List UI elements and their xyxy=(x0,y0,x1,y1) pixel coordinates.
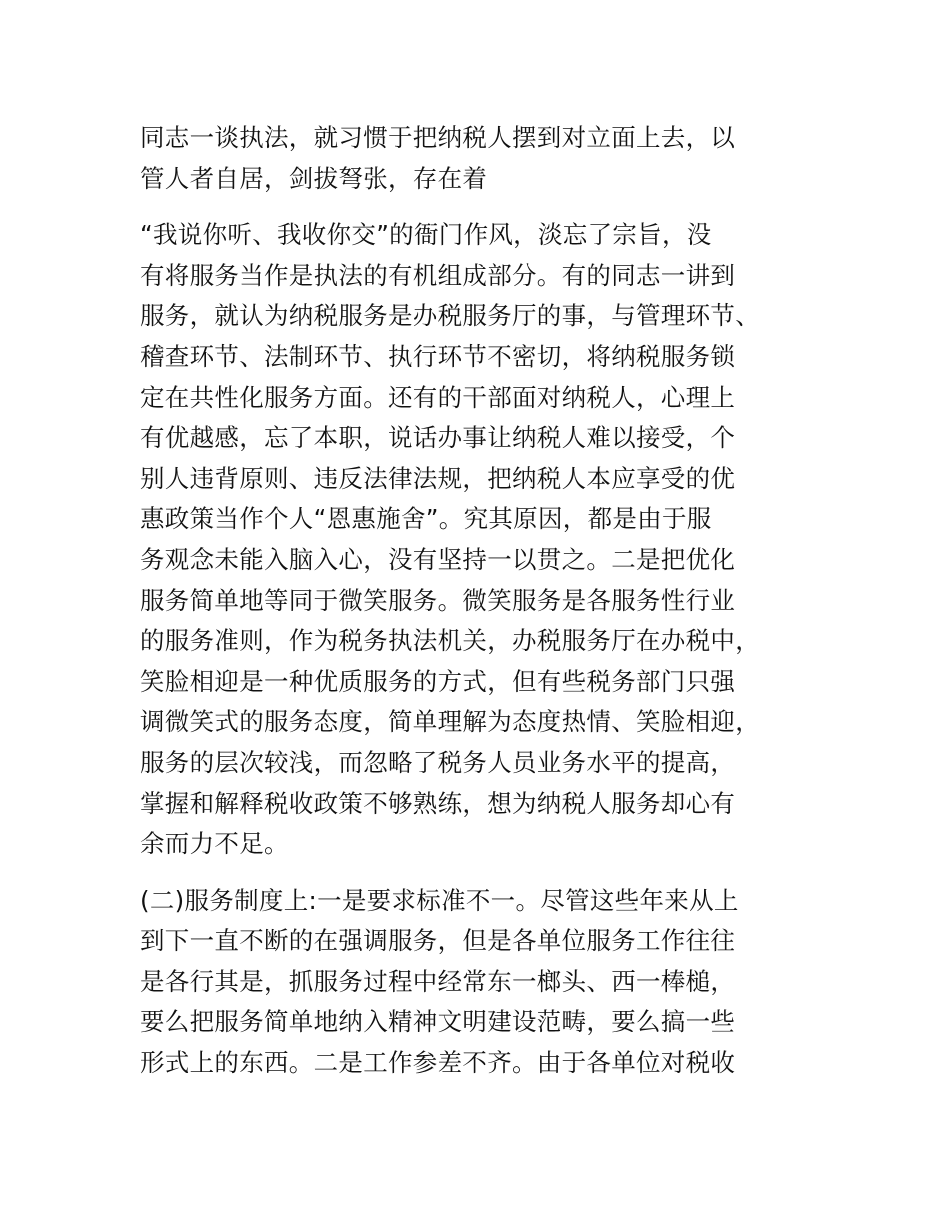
text-line: 定在共性化服务方面。还有的干部面对纳税人，心理上 xyxy=(140,382,736,412)
text-line: (二)服务制度上:一是要求标准不一。尽管这些年来从上 xyxy=(140,885,739,915)
text-line: 服务简单地等同于微笑服务。微笑服务是各服务性行业 xyxy=(140,585,736,615)
text-line: 要么把服务简单地纳入精神文明建设范畴，要么搞一些 xyxy=(140,1007,736,1037)
text-line: 笑脸相迎是一种优质服务的方式，但有些税务部门只强 xyxy=(140,666,736,696)
text-line: 余而力不足。 xyxy=(140,829,289,859)
paragraph-2 xyxy=(140,215,820,865)
paragraph-3 xyxy=(140,881,820,1084)
text-line: 形式上的东西。二是工作参差不齐。由于各单位对税收 xyxy=(140,1048,736,1078)
text-line: 别人违背原则、违反法律法规，把纳税人本应享受的优 xyxy=(140,463,736,493)
text-line: 服务，就认为纳税服务是办税服务厅的事，与管理环节、 xyxy=(140,301,760,331)
text-line: 调微笑式的服务态度，简单理解为态度热情、笑脸相迎， xyxy=(140,707,760,737)
text-line: 的服务准则，作为税务执法机关，办税服务厅在办税中， xyxy=(140,626,760,656)
text-line: 稽查环节、法制环节、执行环节不密切，将纳税服务锁 xyxy=(140,341,736,371)
text-line: 同志一谈执法，就习惯于把纳税人摆到对立面上去，以 xyxy=(140,123,736,152)
text-line: 有将服务当作是执法的有机组成部分。有的同志一讲到 xyxy=(140,260,736,290)
text-line: 有优越感，忘了本职，说话办事让纳税人难以接受，个 xyxy=(140,423,736,453)
text-line: 是各行其是，抓服务过程中经常东一榔头、西一棒槌， xyxy=(140,966,736,996)
text-line: “我说你听、我收你交”的衙门作风，淡忘了宗旨，没 xyxy=(140,220,712,250)
text-line: 服务的层次较浅，而忽略了税务人员业务水平的提高， xyxy=(140,747,736,777)
text-line: 到下一直不断的在强调服务，但是各单位服务工作往往 xyxy=(140,926,736,956)
document-page xyxy=(140,118,820,1084)
paragraph-1 xyxy=(140,118,820,199)
text-line: 掌握和解释税收政策不够熟练，想为纳税人服务却心有 xyxy=(140,788,736,818)
text-line: 管人者自居，剑拔弩张，存在着 xyxy=(140,163,488,193)
text-line: 惠政策当作个人“恩惠施舍”。究其原因，都是由于服 xyxy=(140,504,712,534)
text-line: 务观念未能入脑入心，没有坚持一以贯之。二是把优化 xyxy=(140,544,736,574)
